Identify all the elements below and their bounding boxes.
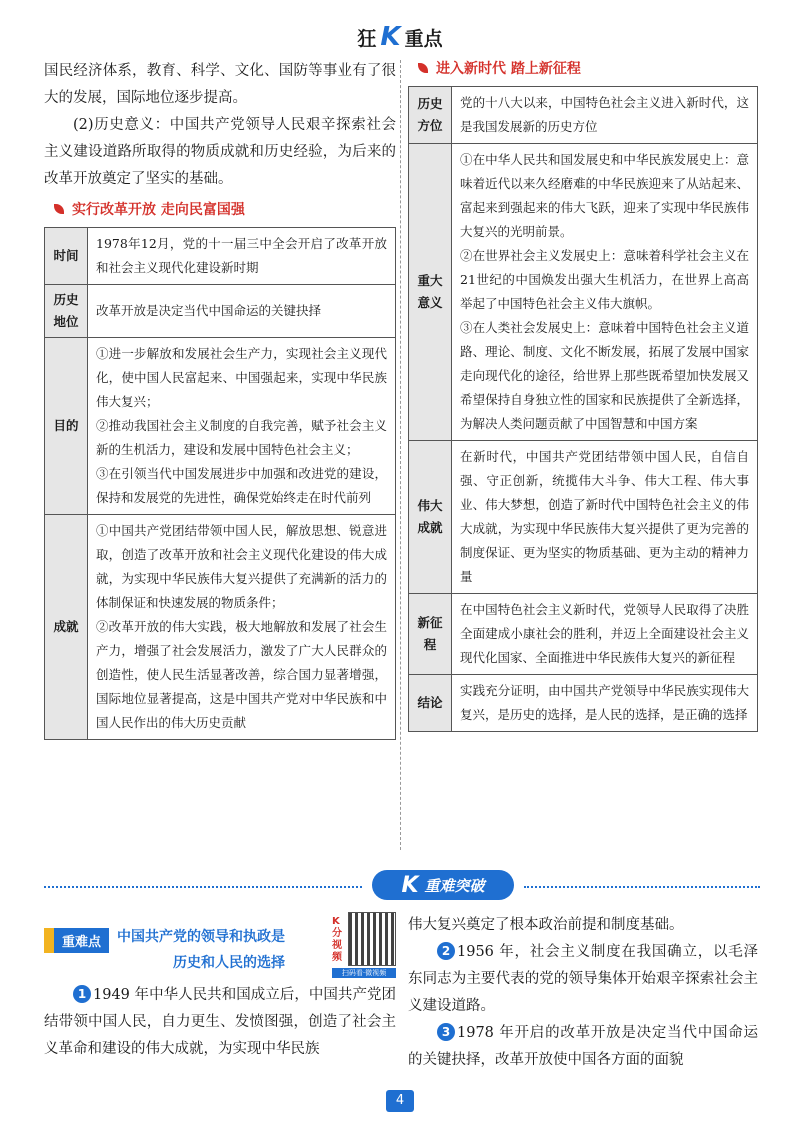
leaf-icon (54, 204, 64, 214)
column-divider (400, 60, 401, 850)
breakthrough-badge: K 重难突破 (372, 870, 514, 900)
key-point-header (44, 912, 396, 982)
paragraph-text: 1978 年开启的改革开放是决定当代中国命运的关键抉择，改革开放使中国各方面的面貌 (408, 1025, 758, 1068)
band-dots-right (524, 886, 760, 888)
row-label: 目的 (45, 338, 88, 515)
video-label: K分视频 (332, 916, 342, 963)
table-row (409, 594, 758, 675)
bottom-right-paragraphs (408, 912, 758, 1074)
left-column (44, 58, 396, 740)
header-left: 狂 (357, 28, 377, 50)
section-band (44, 868, 760, 904)
section-heading-reform: 实行改革开放 走向民富国强 (54, 199, 396, 219)
row-label: 时间 (45, 228, 88, 285)
k-logo-icon: K (380, 22, 401, 52)
key-point-title: 中国共产党的领导和执政是历史和人民的选择 (117, 929, 286, 971)
table-row (45, 285, 396, 338)
row-content: ①进一步解放和发展社会生产力，实现社会主义现代化，使中国人民富起来、中国强起来，实现中华民族伟大复兴； ②推动我国社会主义制度的自我完善，赋予社会主义新的生机活力，建设和发展中国特色社会主义； ③在引领当代中国发展进步中加强和改进党的建设，保持和发展党的先进性，确保党始终走在时代前列 (88, 338, 396, 515)
table-row (409, 144, 758, 441)
page-header (0, 22, 800, 52)
page-number: 4 (386, 1090, 414, 1112)
table-row (45, 515, 396, 740)
row-content: 实践充分证明，由中国共产党领导中华民族实现伟大复兴，是历史的选择，是人民的选择，是正确的选择 (452, 675, 758, 732)
intro-paragraph-2: (2)历史意义：中国共产党领导人民艰辛探索社会主义建设道路所取得的物质成就和历史经验，为后来的改革开放奠定了坚实的基础。 (44, 117, 396, 187)
section-heading-new-era: 进入新时代 踏上新征程 (418, 58, 758, 78)
row-label: 历史方位 (409, 87, 452, 144)
band-dots-left (44, 886, 362, 888)
paragraph-text: 伟大复兴奠定了根本政治前提和制度基础。 (408, 917, 684, 933)
bottom-right-column (408, 912, 758, 1074)
row-label: 成就 (45, 515, 88, 740)
table-row (45, 338, 396, 515)
leaf-icon (418, 63, 428, 73)
row-label: 新征程 (409, 594, 452, 675)
k-badge-icon: K (401, 872, 419, 898)
table-row (45, 228, 396, 285)
list-item (408, 939, 758, 1020)
paragraph-text: 1956 年，社会主义制度在我国确立，以毛泽东同志为主要代表的党的领导集体开始艰辛探索社会主义建设道路。 (408, 944, 758, 1014)
right-column (408, 58, 758, 732)
list-item (44, 982, 396, 1063)
row-content: 党的十八大以来，中国特色社会主义进入新时代，这是我国发展新的历史方位 (452, 87, 758, 144)
row-content: ①在中华人民共和国发展史和中华民族发展史上：意味着近代以来久经磨难的中华民族迎来了从站起来、富起来到强起来的伟大飞跃，迎来了实现中华民族伟大复兴的光明前景。 ②在世界社会主义发展史上：意味着科学社会主义在21世纪的中国焕发出强大生机活力，在世界上高高举起了中国特色社会主义伟大旗帜。 ③在人类社会发展史上：意味着中国特色社会主义道路、理论、制度、文化不断发展，拓展了发展中国家走向现代化的途径，给世界上那些既希望加快发展又希望保持自身独立性的国家和民族提供了全新选择，为解决人类问题贡献了中国智慧和中国方案 (452, 144, 758, 441)
key-point-tag: 重难点 (44, 928, 109, 953)
header-right: 重点 (404, 28, 443, 50)
intro-paragraph-1: 国民经济体系，教育、科学、文化、国防等事业有了很大的发展，国际地位逐步提高。 (44, 63, 396, 106)
bottom-left-paragraphs (44, 982, 396, 1063)
row-content: 在中国特色社会主义新时代，党领导人民取得了决胜全面建成小康社会的胜利，并迈上全面建设社会主义现代化国家、全面推进中华民族伟大复兴的新征程 (452, 594, 758, 675)
row-label: 结论 (409, 675, 452, 732)
row-label: 重大意义 (409, 144, 452, 441)
paragraph-text: 1949 年中华人民共和国成立后，中国共产党团结带领中国人民，自力更生、发愤图强，创造了社会主义革命和建设的伟大成就，为实现中华民族 (44, 987, 396, 1057)
list-item (408, 1020, 758, 1074)
qr-code-icon (348, 912, 396, 966)
row-content: 改革开放是决定当代中国命运的关键抉择 (88, 285, 396, 338)
row-label: 伟大成就 (409, 441, 452, 594)
new-era-table (408, 86, 758, 732)
row-label: 历史地位 (45, 285, 88, 338)
qr-code[interactable] (332, 912, 396, 978)
reform-table (44, 227, 396, 740)
number-badge: 3 (437, 1023, 455, 1041)
row-content: 1978年12月，党的十一届三中全会开启了改革开放和社会主义现代化建设新时期 (88, 228, 396, 285)
row-content: 在新时代，中国共产党团结带领中国人民，自信自强、守正创新，统揽伟大斗争、伟大工程、伟大事业、伟大梦想，创造了新时代中国特色社会主义的伟大成就，为实现中华民族伟大复兴提供了更为完善的制度保证、更为坚实的物质基础、更为主动的精神力量 (452, 441, 758, 594)
bottom-left-column (44, 912, 396, 1063)
table-row (409, 441, 758, 594)
list-item (408, 912, 758, 939)
qr-caption: 扫码看·微视频 (332, 968, 396, 978)
number-badge: 1 (73, 985, 91, 1003)
table-row (409, 87, 758, 144)
number-badge: 2 (437, 942, 455, 960)
table-row (409, 675, 758, 732)
row-content: ①中国共产党团结带领中国人民，解放思想、锐意进取，创造了改革开放和社会主义现代化建设的伟大成就，为实现中华民族伟大复兴提供了充满新的活力的体制保证和快速发展的物质条件； ②改革开放的伟大实践，极大地解放和发展了社会生产力，增强了社会发展活力，激发了广大人民群众的创造性，使人民生活显著改善，综合国力显著增强，国际地位显著提高，这是中国共产党对中华民族和中国人民作出的伟大历史贡献 (88, 515, 396, 740)
